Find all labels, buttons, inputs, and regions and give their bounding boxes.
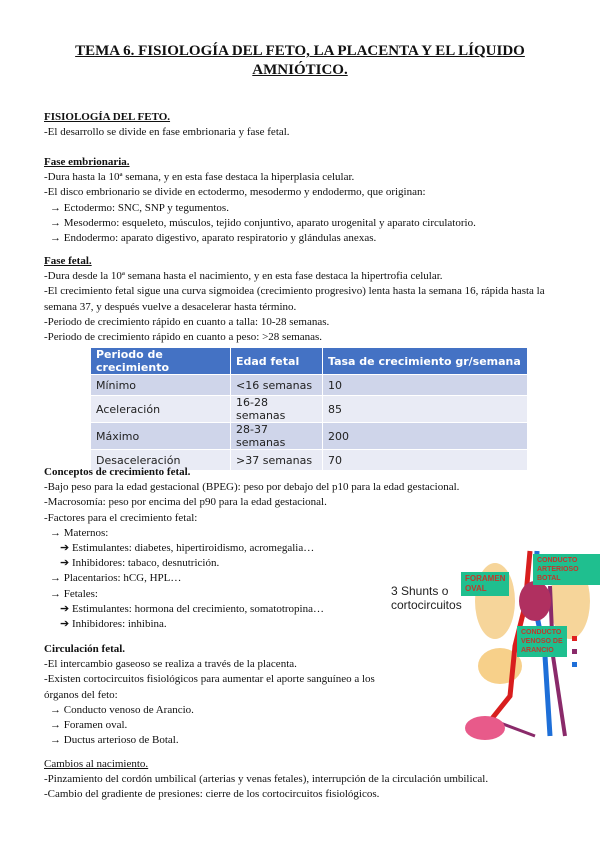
cell: 85 xyxy=(323,396,528,423)
cell: Desaceleración xyxy=(91,450,231,471)
list-item: ➔ Estimulantes: diabetes, hipertiroidismo, acromegalia… xyxy=(60,542,315,555)
paragraph: -Dura desde la 10ª semana hasta el nacimiento, y en esta fase destaca la hipertrofia celular. xyxy=(44,270,443,283)
paragraph: -Pinzamiento del cordón umbilical (arterias y venas fetales), interrupción de la circulación umbilical. xyxy=(44,773,489,786)
cell: >37 semanas xyxy=(231,450,323,471)
label-line: CONDUCTO xyxy=(521,629,562,636)
venoso-label xyxy=(517,626,567,657)
cell: 70 xyxy=(323,450,528,471)
paragraph: -Periodo de crecimiento rápido en cuanto a talla: 10-28 semanas. xyxy=(44,315,330,328)
section-heading: Cambios al nacimiento. xyxy=(44,758,149,770)
label-line: OVAL xyxy=(465,584,487,593)
table-row xyxy=(91,423,528,450)
label-line: FORAMEN xyxy=(465,574,506,583)
list-item: ➔ Inhibidores: tabaco, desnutrición. xyxy=(60,557,220,570)
fetal-circulation-figure xyxy=(385,546,600,742)
page-title xyxy=(40,42,560,80)
list-item: → Fetales: xyxy=(50,587,98,600)
section-heading: Fase fetal. xyxy=(44,255,92,267)
paragraph: -Existen cortocircuitos fisiológicos para aumentar el aporte sanguíneo a los xyxy=(44,673,375,686)
list-item: → Maternos: xyxy=(50,526,109,539)
section-circulacion xyxy=(44,642,375,748)
section-heading: FISIOLOGÍA DEL FETO. xyxy=(44,111,171,123)
list-item: → Mesodermo: esqueleto, músculos, tejido conjuntivo, aparato urogenital y aparato circulatorio. xyxy=(50,216,476,229)
paragraph: -Periodo de crecimiento rápido en cuanto a peso: >28 semanas. xyxy=(44,331,323,344)
cell: Aceleración xyxy=(91,396,231,423)
foramen-label xyxy=(461,572,509,596)
label-line: CONDUCTO xyxy=(537,557,578,564)
paragraph: -El desarrollo se divide en fase embrionaria y fase fetal. xyxy=(44,126,290,139)
paragraph: -El disco embrionario se divide en ectodermo, mesodermo y endodermo, que originan: xyxy=(44,186,426,199)
label-line: ARTERIOSO BOTAL xyxy=(537,566,579,582)
list-item: → Ectodermo: SNC, SNP y tegumentos. xyxy=(50,201,229,214)
cell: 200 xyxy=(323,423,528,450)
list-item: → Foramen oval. xyxy=(50,719,128,732)
list-item: → Placentarios: hCG, HPL… xyxy=(50,572,182,585)
caption-line: cortocircuitos xyxy=(391,598,462,612)
paragraph: -Macrosomía: peso por encima del p90 para la edad gestacional. xyxy=(44,496,327,509)
section-fisiologia xyxy=(44,110,290,140)
paragraph: órganos del feto: xyxy=(44,688,118,701)
section-embrionaria xyxy=(44,155,476,246)
table-row xyxy=(91,396,528,423)
column-header: Periodo de crecimiento xyxy=(91,348,231,375)
paragraph: -Factores para el crecimiento fetal: xyxy=(44,511,198,524)
cell: 10 xyxy=(323,375,528,396)
list-item: → Endodermo: aparato digestivo, aparato respiratorio y glándulas anexas. xyxy=(50,232,377,245)
cell: <16 semanas xyxy=(231,375,323,396)
table-header xyxy=(91,348,528,375)
title-line: TEMA 6. FISIOLOGÍA DEL FETO, LA PLACENTA Y EL LÍQUIDO xyxy=(75,43,525,59)
table-row xyxy=(91,375,528,396)
list-item: → Conducto venoso de Arancio. xyxy=(50,703,194,716)
column-header: Tasa de crecimiento gr/semana xyxy=(323,348,528,375)
column-header: Edad fetal xyxy=(231,348,323,375)
cell: 28-37 semanas xyxy=(231,423,323,450)
paragraph: semana 37, y después vuelve a desacelerar hasta término. xyxy=(44,300,297,313)
section-fetal xyxy=(44,254,545,345)
paragraph: -Dura hasta la 10ª semana, y en esta fase destaca la hiperplasia celular. xyxy=(44,171,355,184)
list-item: ➔ Estimulantes: hormona del crecimiento, somatotropina… xyxy=(60,602,324,615)
paragraph: -El crecimiento fetal sigue una curva sigmoidea (crecimiento progresivo) lenta hasta la semana 16, rápida hasta la xyxy=(44,285,545,298)
cell: 16-28 semanas xyxy=(231,396,323,423)
ductus-label xyxy=(533,554,600,585)
cell: Máximo xyxy=(91,423,231,450)
list-item: → Ductus arterioso de Botal. xyxy=(50,734,179,747)
list-item: ➔ Inhibidores: inhibina. xyxy=(60,618,167,631)
paragraph: -Bajo peso para la edad gestacional (BPEG): peso por debajo del p10 para la edad gestacional. xyxy=(44,481,460,494)
paragraph: -El intercambio gaseoso se realiza a través de la placenta. xyxy=(44,658,297,671)
growth-table xyxy=(90,347,528,471)
section-heading: Conceptos de crecimiento fetal. xyxy=(44,466,191,478)
paragraph: -Cambio del gradiente de presiones: cierre de los cortocircuitos fisiológicos. xyxy=(44,788,380,801)
section-heading: Circulación fetal. xyxy=(44,643,126,655)
title-line: AMNIÓTICO. xyxy=(252,62,348,78)
label-line: VENOSO DE xyxy=(521,638,563,645)
label-line: ARANCIO xyxy=(521,647,554,654)
cell: Mínimo xyxy=(91,375,231,396)
section-cambios xyxy=(44,757,488,803)
section-heading: Fase embrionaria. xyxy=(44,156,130,168)
caption-line: 3 Shunts o xyxy=(391,584,449,598)
